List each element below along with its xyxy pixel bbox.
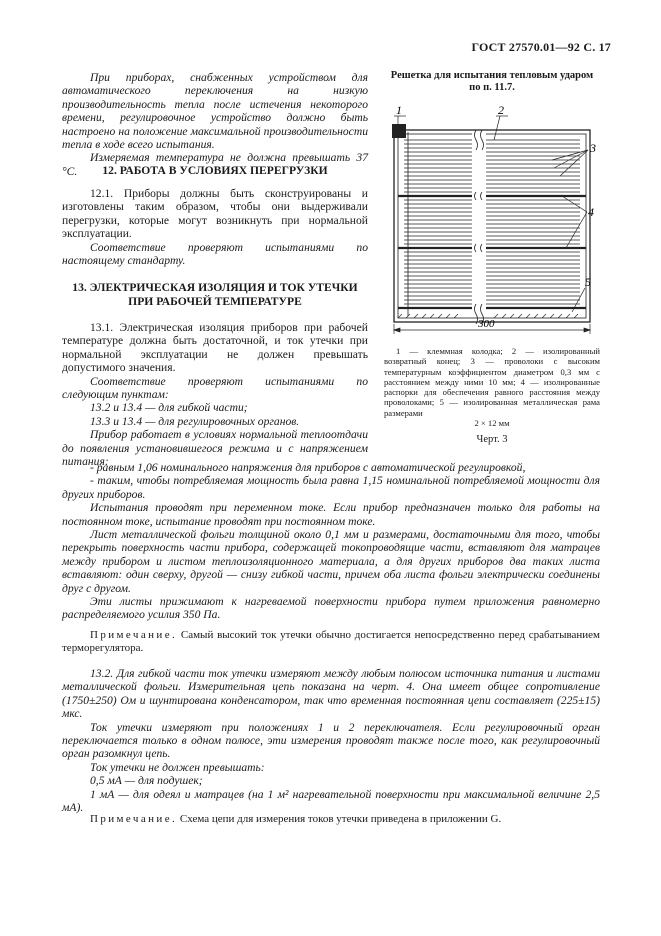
label-4: 4	[588, 205, 594, 219]
legend-size: 2 × 12 мм	[474, 418, 510, 429]
section-13-title	[62, 281, 368, 308]
break-marks	[472, 130, 486, 324]
bullet-auto-regulation: - равным 1,06 номинального напряжения для приборов с автоматической регулировкой,	[90, 461, 526, 474]
section-12-body	[62, 187, 368, 267]
figure-title: Решетка для испытания тепловым ударом по п. 11.7.	[390, 70, 594, 93]
resistance-wires	[404, 140, 580, 304]
dimension-300: 300	[478, 318, 495, 330]
page-header: ГОСТ 27570.01—92 С. 17	[471, 40, 611, 54]
section-13-title-line2: ПРИ РАБОЧЕЙ ТЕМПЕРАТУРЕ	[128, 294, 302, 308]
section-13-title-line1: 13. ЭЛЕКТРИЧЕСКАЯ ИЗОЛЯЦИЯ И ТОК УТЕЧКИ	[72, 281, 358, 294]
p12-1-check-text: Соответствие проверяют испытаниями по настоящему стандарту.	[62, 240, 368, 268]
intro-text: При приборах, снабженных устройством для автоматического переключения на низкую производительность тепла после истечения некоторого времени, регулировочное устройство должно быть настроено на положение максимальной производительности тепла в ходе всего испытания.	[62, 71, 368, 152]
note-2-text: Схема цепи для измерения токов утечки приведена в приложении G.	[179, 813, 502, 825]
list-item-controls: 13.3 и 13.4 — для регулировочных органов.	[90, 414, 300, 428]
note-1-label: Примечание.	[90, 629, 178, 641]
grid-diagram	[384, 104, 602, 340]
label-5: 5	[585, 275, 591, 289]
switch-text: Ток утечки измеряют при положениях 1 и 2 переключателя. Если регулировочный орган переключается только в одном полюсе, эти измерения проводят также после того, как регулировочный орган разомкнул цепь.	[62, 720, 600, 761]
legend-text: 1 — клеммная колодка; 2 — изолированный возвратный конец; 3 — проволоки с высоким температурным коэффициентом диаметром 0,3 мм с расстоянием между ними 10 мм; 4 — изолированные распорки для обеспечения равного расстояния между проволоками; 5 — изолированная металлическая рама размерами	[384, 346, 600, 418]
label-2: 2	[498, 104, 504, 117]
p13-2-text: 13.2. Для гибкой части ток утечки измеряют между любым полюсом источника питания и листами металлической фольги. Измерительная цепь показана на черт. 4. Она имеет общее сопротивление (1750±250) Ом и шунтирована конденсатором, так что временная постоянная цепи составляет (225±15) мкс.	[62, 667, 600, 721]
ac-test-text: Испытания проводят при переменном токе. Если прибор предназначен только для работы на постоянном токе, испытание проводят при постоянном токе.	[62, 501, 600, 528]
note-2	[62, 813, 600, 826]
p13-1-text: 13.1. Электрическая изоляция приборов при рабочей температуре должна быть достаточной, и ток утечки при нормальной эксплуатации не должен превышать допустимого значения.	[62, 321, 368, 375]
limit-text: Ток утечки не должен превышать:	[90, 760, 265, 774]
foil-text: Лист металлической фольги толщиной около 0,1 мм и размерами, достаточными для того, чтобы перекрыть поверхность части прибора, содержащей токопроводящие части, вставляют для матрацев между прибором и листом теплоизоляционного материала, а для других приборов два таких листа вставляют: один сверху, другой — снизу гибкой части, причем оба листа фольги электрически соединены друг с другом.	[62, 528, 600, 595]
section-13-2	[62, 667, 600, 814]
p13-1-check-text: Соответствие проверяют испытаниями по следующим пунктам:	[62, 374, 368, 402]
limit-pillows: 0,5 мА — для подушек;	[90, 774, 203, 788]
full-width-body	[62, 461, 600, 622]
figure-legend	[384, 346, 600, 428]
figure-caption: Черт. 3	[476, 434, 508, 445]
note-1	[62, 629, 600, 656]
insulated-frame	[394, 130, 590, 322]
bullet-other-devices: - таким, чтобы потребляемая мощность была равна 1,15 номинальной потребляемой мощности для других приборов.	[62, 474, 600, 501]
label-1: 1	[396, 104, 402, 117]
note-1-text: Самый высокий ток утечки обычно достигается непосредственно перед срабатыванием терморегулятора.	[62, 629, 601, 655]
limit-blankets: 1 мА — для одеял и матрацев (на 1 м² нагревательной поверхности при максимальной величине 2,5 мА).	[62, 787, 600, 815]
p12-1-text: 12.1. Приборы должны быть сконструированы и изготовлены таким образом, чтобы они выдерживали перегрузки, которые могут возникнуть при нормальной эксплуатации.	[62, 187, 368, 241]
leader-lines	[394, 116, 588, 312]
section-13-body	[62, 321, 368, 468]
label-3: 3	[590, 141, 596, 155]
press-text: Эти листы прижимают к нагреваемой поверхности прибора путем приложения равномерно распределяемого усилия 350 Па.	[62, 595, 600, 622]
measured-temp-text: Измеряемая температура не должна превышать 37 °С.	[62, 151, 368, 178]
work-conditions-text: Прибор работает в условиях нормальной теплоотдачи до появления установившегося режима и с напряжением питания:	[62, 428, 368, 469]
section-12-title: 12. РАБОТА В УСЛОВИЯХ ПЕРЕГРУЗКИ	[102, 164, 328, 177]
intro-paragraph	[62, 71, 368, 178]
terminal-block	[392, 124, 406, 138]
note-2-label: Примечание.	[90, 813, 178, 825]
list-item-flexible: 13.2 и 13.4 — для гибкой части;	[90, 401, 248, 415]
